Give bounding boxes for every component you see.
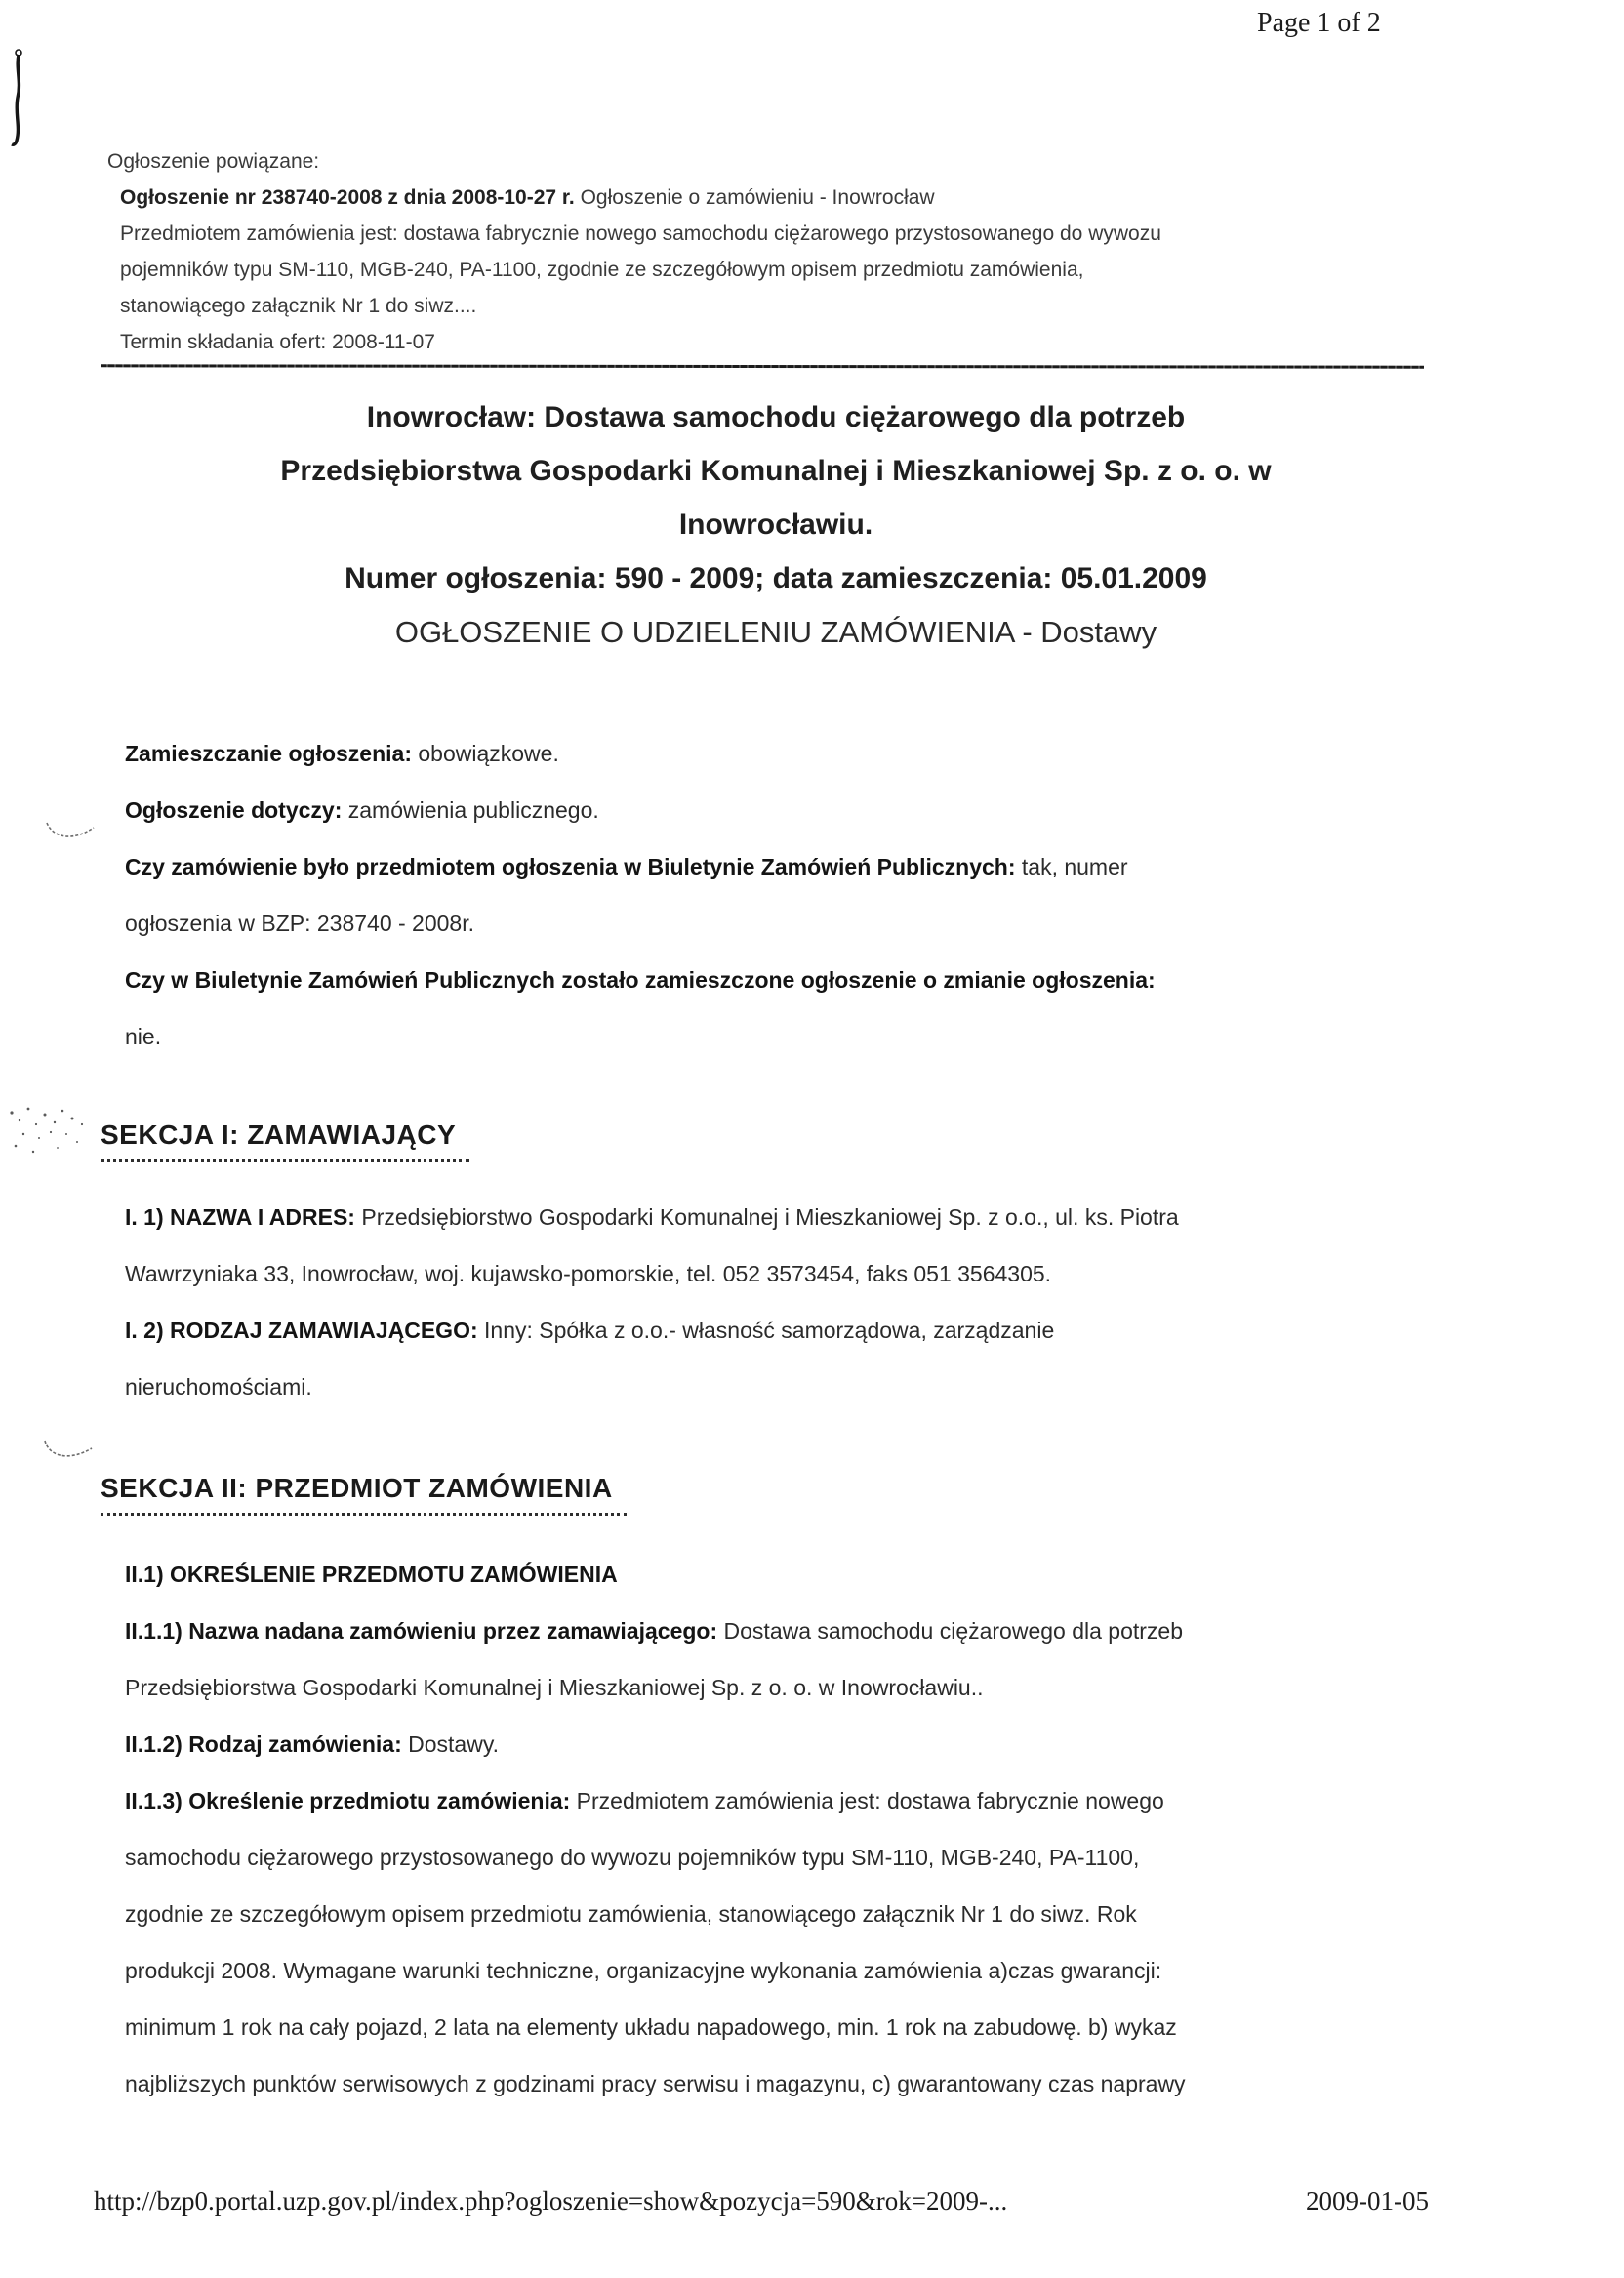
title-block [98, 390, 1454, 659]
document-title: Inowrocław: Dostawa samochodu ciężarowego dla potrzeb Przedsiębiorstwa Gospodarki Komunalnej i Mieszkaniowej Sp. z o. o. w Inowrocławiu. [280, 401, 1272, 541]
section-1-name-address: I. 1) NAZWA I ADRES: Przedsiębiorstwo Gospodarki Komunalnej i Mieszkaniowej Sp. z o.o., ul. ks. Piotra [125, 1204, 1179, 1230]
meta-line-publication: Zamieszczanie ogłoszenia: obowiązkowe. [125, 741, 559, 766]
meta-line-concerns: Ogłoszenie dotyczy: zamówienia publicznego. [125, 797, 599, 823]
section-2-item-description: II.1.3) Określenie przedmiotu zamówienia: Przedmiotem zamówienia jest: dostawa fabrycznie nowego [125, 1788, 1164, 1813]
scan-artifact-scratch [8, 49, 29, 153]
section-2-subheading: II.1) OKREŚLENIE PRZEDMOTU ZAMÓWIENIA [125, 1562, 618, 1587]
page-number: Page 1 of 2 [1257, 8, 1381, 38]
meta-line-change-answer: nie. [125, 1024, 162, 1049]
meta-line-bzp: Czy zamówienie było przedmiotem ogłoszenia w Biuletynie Zamówień Publicznych: tak, numer [125, 854, 1128, 879]
related-heading: Ogłoszenie powiązane: [107, 150, 320, 173]
meta-line-change: Czy w Biuletynie Zamówień Publicznych zostało zamieszczone ogłoszenie o zmianie ogłoszenia: [125, 967, 1156, 993]
meta-block [125, 725, 1452, 1065]
footer-date: 2009-01-05 [1306, 2186, 1429, 2216]
section-2-heading: SEKCJA II: PRZEDMIOT ZAMÓWIENIA [101, 1472, 627, 1516]
related-announcement [107, 143, 1454, 360]
section-1-heading: SEKCJA I: ZAMAWIAJĄCY [101, 1119, 469, 1162]
announcement-type-line: OGŁOSZENIE O UDZIELENIU ZAMÓWIENIA - Dostawy [394, 615, 1157, 649]
section-1-type-cont: nieruchomościami. [125, 1374, 312, 1400]
section-2-item-kind: II.1.2) Rodzaj zamówienia: Dostawy. [125, 1731, 500, 1757]
section-2-body [125, 1546, 1452, 2112]
section-1-body [125, 1189, 1452, 1415]
related-link-rest: Ogłoszenie o zamówieniu - Inowrocław [574, 186, 935, 209]
scan-artifact-speckles [4, 1095, 102, 1178]
section-2-item-name-cont: Przedsiębiorstwa Gospodarki Komunalnej i Mieszkaniowej Sp. z o. o. w Inowrocławiu.. [125, 1675, 984, 1700]
section-2-item-name: II.1.1) Nazwa nadana zamówieniu przez zamawiającego: Dostawa samochodu ciężarowego dla potrzeb [125, 1618, 1184, 1644]
related-body-lines: Przedmiotem zamówienia jest: dostawa fabrycznie nowego samochodu ciężarowego przystosowanego do wywozu pojemników typu SM-110, MGB-240, PA-1100, zgodnie ze szczegółowym opisem przedmiotu zamówienia, stanowiącego załącznik Nr 1 do siwz.... [120, 223, 1161, 317]
related-link-line [120, 180, 1454, 216]
related-link-number: Ogłoszenie nr 238740-2008 z dnia 2008-10-27 r. [120, 186, 575, 209]
page-footer [94, 2186, 1429, 2217]
footer-url: http://bzp0.portal.uzp.gov.pl/index.php?ogloszenie=show&pozycja=590&rok=2009-... [94, 2186, 1008, 2216]
section-2-item-description-cont: samochodu ciężarowego przystosowanego do wywozu pojemników typu SM-110, MGB-240, PA-1100, zgodnie ze szczegółowym opisem przedmiotu zamówienia, stanowiącego załącznik Nr 1 do siwz. Rok produkcji 2008. Wymagane warunki techniczne, organizacyjne wykonania zamówienia a)czas gwarancji: minimum 1 rok na cały pojazd, 2 lata na elementy układu napadowego, min. 1 rok na zabudowę. b) wykaz najbliższych punktów serwisowych z godzinami pracy serwisu i magazynu, c) gwarantowany czas naprawy [125, 1845, 1186, 2096]
related-deadline: Termin składania ofert: 2008-11-07 [120, 331, 435, 353]
scan-artifact-squiggle-1 [43, 818, 98, 850]
meta-line-bzp-cont: ogłoszenia w BZP: 238740 - 2008r. [125, 911, 475, 936]
announcement-number-line: Numer ogłoszenia: 590 - 2009; data zamieszczenia: 05.01.2009 [345, 562, 1207, 594]
scan-artifact-squiggle-2 [41, 1437, 96, 1469]
section-1-name-address-cont: Wawrzyniaka 33, Inowrocław, woj. kujawsko-pomorskie, tel. 052 3573454, faks 051 3564305. [125, 1261, 1052, 1286]
horizontal-rule [101, 364, 1424, 368]
section-1-type: I. 2) RODZAJ ZAMAWIAJĄCEGO: Inny: Spółka z o.o.- własność samorządowa, zarządzanie [125, 1318, 1055, 1343]
